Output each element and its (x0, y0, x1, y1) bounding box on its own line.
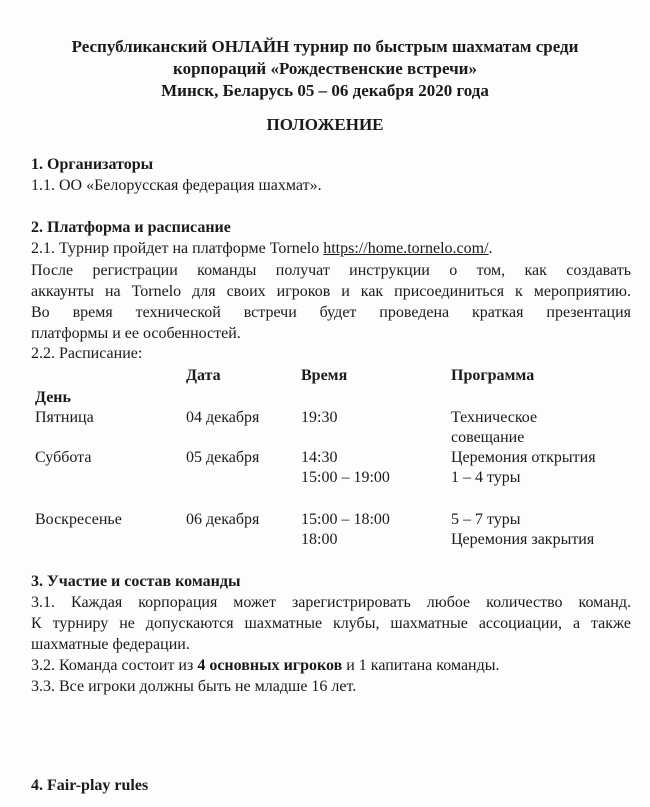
col-header-day: День (35, 389, 71, 406)
para-line: 3.1. Каждая корпорация может зарегистрировать любое количество команд. (31, 594, 631, 611)
para-line: шахматные федерации. (31, 636, 190, 653)
cell-time: 19:30 (301, 409, 338, 426)
section-3-title: 3. Участие и состав команды (31, 573, 241, 590)
col-header-program: Программа (451, 367, 535, 384)
cell-program: 5 – 7 туры (451, 511, 521, 528)
section-4-title: 4. Fair-play rules (31, 777, 149, 794)
col-header-time: Время (301, 367, 348, 384)
para-bold-text: 4 основных игроков (197, 657, 343, 674)
para-line: аккаунты на Tornelo для своих игроков и как присоединиться к мероприятию. (31, 283, 631, 300)
cell-time: 14:30 (301, 449, 338, 466)
section-2-para-1-cont (31, 260, 631, 344)
para-line: Во время технической встречи будет проведена краткая презентация (31, 304, 631, 321)
cell-date: 06 декабря (186, 511, 260, 528)
cell-day: Воскресенье (35, 511, 122, 528)
cell-program: Техническое (451, 409, 538, 426)
section-3-para-2 (31, 655, 500, 676)
cell-time: 18:00 (301, 531, 338, 548)
cell-program: 1 – 4 туры (451, 469, 521, 486)
para-text: и 1 капитана команды. (342, 657, 500, 674)
header-line-2: корпораций «Рождественские встречи» (173, 59, 477, 78)
header-line-3: Минск, Беларусь 05 – 06 декабря 2020 года (161, 81, 489, 100)
cell-program: Церемония открытия (451, 449, 596, 466)
document-title: ПОЛОЖЕНИЕ (266, 115, 384, 134)
document-header (0, 36, 650, 102)
cell-day: Пятница (35, 409, 94, 426)
para-text: 3.2. Команда состоит из (31, 657, 198, 674)
cell-date: 04 декабря (186, 409, 260, 426)
section-1-para-1: 1.1. ОО «Белорусская федерация шахмат». (31, 177, 322, 194)
cell-program: Церемония закрытия (451, 531, 595, 548)
para-line: платформы и ее особенностей. (31, 325, 241, 342)
section-1-title: 1. Организаторы (31, 156, 154, 173)
section-2-para-1 (31, 238, 493, 259)
para-line: После регистрации команды получат инструкции о том, как создавать (31, 262, 631, 279)
cell-time: 15:00 – 19:00 (301, 469, 390, 486)
section-2-title: 2. Платформа и расписание (31, 219, 231, 236)
schedule-label: 2.2. Расписание: (31, 345, 143, 362)
cell-day: Суббота (35, 449, 92, 466)
para-line: К турниру не допускаются шахматные клубы, шахматные ассоциации, а также (31, 615, 631, 632)
col-header-date: Дата (186, 367, 221, 384)
cell-time: 15:00 – 18:00 (301, 511, 390, 528)
section-3-para-3: 3.3. Все игроки должны быть не младше 16 лет. (31, 678, 357, 695)
header-line-1: Республиканский ОНЛАЙН турнир по быстрым шахматам среди (71, 37, 579, 56)
cell-program: совещание (451, 429, 525, 446)
section-3-para-1 (31, 592, 631, 655)
tornelo-link[interactable]: https://home.tornelo.com/ (323, 240, 489, 257)
para-text: . (488, 240, 493, 257)
cell-date: 05 декабря (186, 449, 260, 466)
para-text: 2.1. Турнир пройдет на платформе Tornelo (31, 240, 324, 257)
